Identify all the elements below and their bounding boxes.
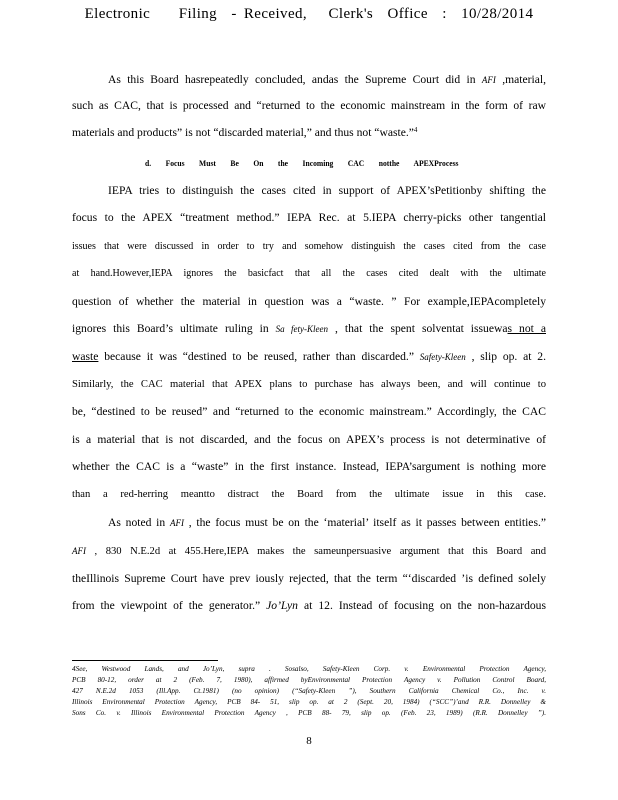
body-line: IEPA tries to distinguish the cases cited in support of APEX’sPetitionby shifting the bbox=[108, 184, 546, 197]
body-line: waste because it was “destined to be reused, rather than discarded.” Safety-Kleen , slip op. at 2. bbox=[72, 350, 546, 363]
footnote-line: PCB 80-12, order at 2 (Feb. 7, 1980), affirmed byEnvironmental Protection Agency v. Pollution Control Board, bbox=[72, 676, 546, 684]
body-line: ignores this Board’s ultimate ruling in Sa fety-Kleen , that the spent solventat issuewas not a bbox=[72, 322, 546, 335]
body-line: is a material that is not discarded, and the focus on APEX’s process is not determinative of bbox=[72, 433, 546, 446]
body-line: at hand.However,IEPA ignores the basicfact that all the cases cited dealt with the ultimate bbox=[72, 268, 546, 279]
body-line: such as CAC, that is processed and “returned to the economic mainstream in the form of raw bbox=[72, 99, 546, 112]
body-line: materials and products” is not “discarded material,” and thus not “waste.”$^4$ bbox=[72, 126, 418, 139]
footnote-line: Sons Co. v. Illinois Environmental Protection Agency , PCB 88- 79, slip op. (Feb. 23, 1989) (R.R. Donnelley ”). bbox=[72, 709, 546, 717]
efiling-header: Electronic Filing - Received, Clerk's Office : 10/28/2014 bbox=[84, 6, 534, 22]
body-line: AFI , 830 N.E.2d at 455.Here,IEPA makes the sameunpersuasive argument that this Board and bbox=[72, 546, 546, 557]
footnote-separator bbox=[72, 660, 218, 661]
footnote-ref: 4 bbox=[413, 126, 418, 134]
footnote-line: 427 N.E.2d 1053 (Ill.App. Ct.1981) (no opinion) (“Safety-Kleen ”), Southern California Chemical Co., Inc. v. bbox=[72, 687, 546, 695]
body-line: As this Board hasrepeatedly concluded, andas the Supreme Court did in AFI ,material, bbox=[108, 73, 546, 86]
body-line: than a red-herring meantto distract the Board from the ultimate issue in this case. bbox=[72, 489, 546, 500]
body-line: Similarly, the CAC material that APEX plans to purchase has always been, and will continue to bbox=[72, 379, 546, 390]
body-line: issues that were discussed in order to try and somehow distinguish the cases cited from the case bbox=[72, 241, 546, 252]
page-number: 8 bbox=[306, 735, 312, 747]
body-line: whether the CAC is a “waste” in the first instance. Instead, IEPA’sargument is nothing more bbox=[72, 460, 546, 473]
footnote-line: Illinois Environmental Protection Agency, PCB 84- 51, slip op. at 2 (Sept. 20, 1984) (“SCC”)’and R.R. Donnelley & bbox=[72, 698, 546, 706]
body-line: As noted in AFI , the focus must be on the ‘material’ itself as it passes between entities.” bbox=[108, 516, 547, 529]
section-heading: d. Focus Must Be On the Incoming CAC notthe APEXProcess bbox=[145, 159, 459, 168]
body-line: from the viewpoint of the generator.” Jo’Lyn at 12. Instead of focusing on the non-hazardous bbox=[72, 599, 546, 612]
body-line: focus to the APEX “treatment method.” IEPA Rec. at 5.IEPA cherry-picks other tangential bbox=[72, 211, 546, 224]
body-line: be, “destined to be reused” and “returned to the economic mainstream.” Accordingly, the CAC bbox=[72, 405, 546, 418]
body-line: theIllinois Supreme Court have prev iously rejected, that the term “‘discarded ’is defined solely bbox=[72, 572, 546, 585]
footnote-line: 4See, Westwood Lands, and Jo’Lyn, supra . Sosalso, Safety-Kleen Corp. v. Environmental Protection Agency, bbox=[72, 665, 546, 673]
body-line: question of whether the material in question was a “waste. ” For example,IEPAcompletely bbox=[72, 295, 546, 308]
